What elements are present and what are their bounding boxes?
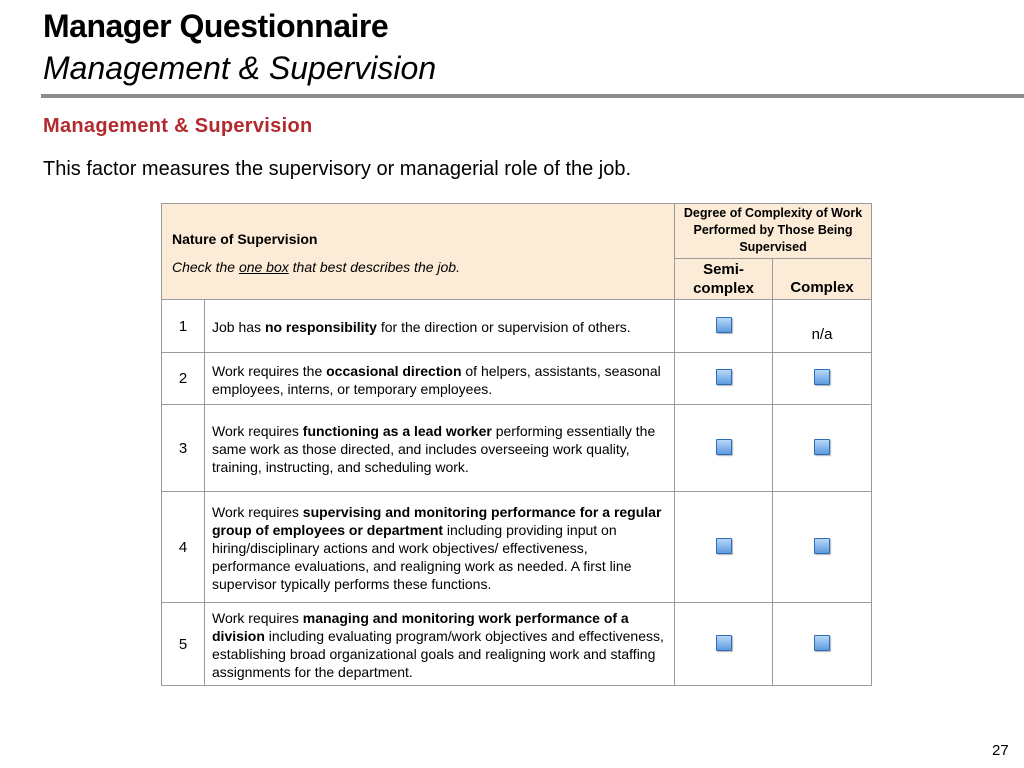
col-header-semi-complex: Semi-complex <box>675 259 773 300</box>
desc-bold: supervising and monitoring performance for a regular group of employees or department <box>212 504 662 538</box>
checkbox-complex[interactable] <box>814 439 830 455</box>
nature-header-cell <box>162 204 675 300</box>
desc-text: Work requires <box>212 504 303 520</box>
supervision-table <box>161 203 872 686</box>
row-number: 2 <box>162 353 205 405</box>
nature-title: Nature of Supervision <box>172 230 318 247</box>
desc-text: of helpers, assistants, seasonal employees, interns, or temporary employees. <box>212 362 661 397</box>
checkbox-semi-complex[interactable] <box>716 439 732 455</box>
row-number: 1 <box>162 300 205 353</box>
row-description <box>205 353 675 405</box>
table-row <box>162 300 872 353</box>
instruction-post: that best describes the job. <box>288 258 460 275</box>
instruction-underlined: one box <box>238 258 289 275</box>
desc-text: Work requires the <box>212 362 327 379</box>
desc-bold: no responsibility <box>264 319 377 335</box>
semi-complex-cell <box>675 492 773 603</box>
semi-complex-cell <box>675 300 773 353</box>
semi-complex-cell <box>675 405 773 492</box>
checkbox-semi-complex[interactable] <box>716 538 732 554</box>
page-subtitle: Management & Supervision <box>43 50 437 86</box>
checkbox-semi-complex[interactable] <box>716 635 732 651</box>
complex-cell <box>773 353 872 405</box>
desc-text: including evaluating program/work objectives and effectiveness, establishing broad organizational goals and realigning work and staffing assignments for the department. <box>212 628 664 680</box>
complex-cell <box>773 405 872 492</box>
checkbox-semi-complex[interactable] <box>716 317 732 333</box>
desc-text: Work requires <box>212 610 303 626</box>
row-description <box>205 300 675 353</box>
col-header-complex: Complex <box>773 259 872 300</box>
desc-text: for the direction or supervision of others. <box>376 319 631 335</box>
desc-text: performing essentially the same work as those directed, and includes overseeing work quality, training, instructing, and scheduling work. <box>212 423 656 475</box>
instruction-pre: Check the <box>172 258 239 275</box>
table-row <box>162 603 872 686</box>
desc-bold: functioning as a lead worker <box>302 423 492 439</box>
section-heading: Management & Supervision <box>43 115 313 137</box>
checkbox-complex[interactable] <box>814 538 830 554</box>
desc-text: Work requires <box>212 423 303 439</box>
checkbox-semi-complex[interactable] <box>716 369 732 385</box>
checkbox-complex[interactable] <box>814 635 830 651</box>
complex-cell <box>773 603 872 686</box>
row-number: 5 <box>162 603 205 686</box>
semi-complex-cell <box>675 353 773 405</box>
desc-text: Job has <box>212 319 265 335</box>
title-divider <box>41 94 1024 98</box>
row-description <box>205 603 675 686</box>
semi-complex-cell <box>675 603 773 686</box>
section-intro: This factor measures the supervisory or managerial role of the job. <box>43 158 632 180</box>
complex-na-text: n/a <box>773 300 872 353</box>
table-row <box>162 353 872 405</box>
row-number: 4 <box>162 492 205 603</box>
desc-text: including providing input on hiring/disciplinary actions and work objectives/ effectiveness, performance evaluations, and realigning work as needed. A first line supervisor typically performs these functions. <box>212 522 632 592</box>
page-title: Manager Questionnaire <box>43 8 389 44</box>
nature-instruction <box>172 259 664 275</box>
row-description <box>205 405 675 492</box>
table-row <box>162 492 872 603</box>
page-number: 27 <box>992 742 1009 759</box>
complex-cell <box>773 492 872 603</box>
desc-bold: managing and monitoring work performance of a division <box>212 610 629 644</box>
row-description <box>205 492 675 603</box>
table-row <box>162 405 872 492</box>
desc-bold: occasional direction <box>326 362 462 379</box>
degree-header: Degree of Complexity of Work Performed by Those Being Supervised <box>675 204 872 259</box>
checkbox-complex[interactable] <box>814 369 830 385</box>
row-number: 3 <box>162 405 205 492</box>
